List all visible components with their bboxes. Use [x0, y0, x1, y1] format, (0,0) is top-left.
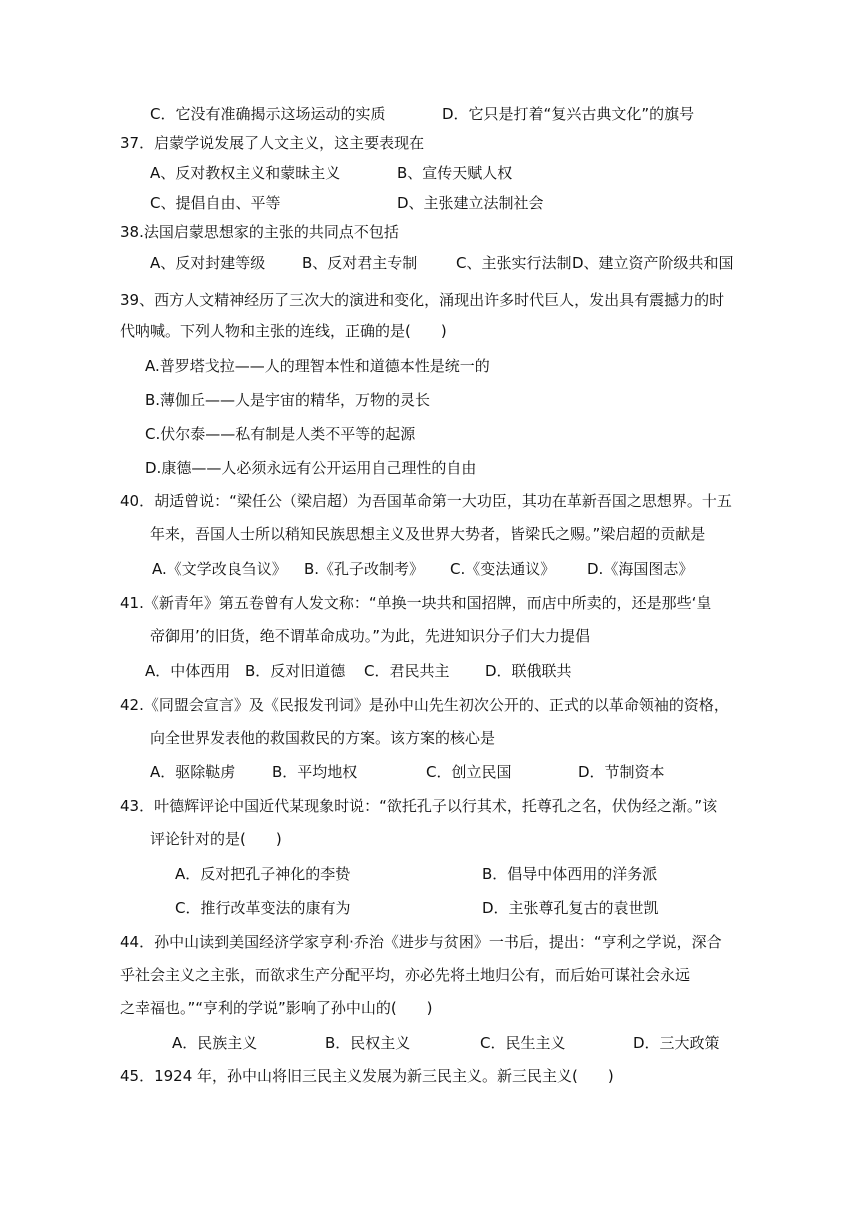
q37-stem: 37．启蒙学说发展了人文主义，这主要表现在	[120, 134, 425, 152]
q45-stem: 45．1924 年，孙中山将旧三民主义发展为新三民主义。新三民主义( )	[120, 1067, 614, 1085]
q41-option-b: B．反对旧道德	[245, 662, 346, 680]
q38-option-a: A、反对封建等级	[150, 254, 266, 272]
q44-option-d: D．三大政策	[633, 1034, 720, 1052]
q43-option-c: C．推行改革变法的康有为	[175, 899, 351, 917]
q42-stem-line1: 42.《同盟会宣言》及《民报发刊词》是孙中山先生初次公开的、正式的以革命领袖的资格，	[120, 696, 729, 714]
q39-option-c: C.伏尔泰——私有制是人类不平等的起源	[145, 425, 416, 443]
q43-option-a: A．反对把孔子神化的李贽	[175, 865, 351, 883]
q42-option-c: C．创立民国	[426, 763, 512, 781]
q37-option-c: C、提倡自由、平等	[150, 194, 281, 212]
q41-option-c: C．君民共主	[364, 662, 450, 680]
q40-option-c: C.《变法通议》	[450, 560, 556, 578]
q44-stem-line2: 乎社会主义之主张，而欲求生产分配平均，亦必先将土地归公有，而后始可谋社会永远	[120, 966, 691, 984]
q37-option-a: A、反对教权主义和蒙昧主义	[150, 164, 341, 182]
q36-option-d: D．它只是打着“复兴古典文化”的旗号	[442, 105, 695, 123]
q40-option-a: A.《文学改良刍议》	[152, 560, 287, 578]
q37-option-d: D、主张建立法制社会	[397, 194, 544, 212]
q38-option-b: B、反对君主专制	[302, 254, 418, 272]
q43-option-d: D．主张尊孔复古的袁世凯	[482, 899, 659, 917]
q36-option-c: C．它没有准确揭示这场运动的实质	[150, 105, 386, 123]
q44-option-c: C．民生主义	[480, 1034, 566, 1052]
q37-option-b: B、宣传天赋人权	[397, 164, 513, 182]
q44-stem-line3: 之幸福也。”“亨利的学说”影响了孙中山的( )	[120, 999, 433, 1017]
q40-option-b: B.《孔子改制考》	[304, 560, 425, 578]
q40-stem-line2: 年来，吾国人士所以稍知民族思想主义及世界大势者，皆梁氏之赐。”梁启超的贡献是	[150, 525, 706, 543]
q41-option-d: D．联俄联共	[485, 662, 572, 680]
q42-option-b: B．平均地权	[272, 763, 358, 781]
q40-stem-line1: 40．胡适曾说：“梁任公（梁启超）为吾国革命第一大功臣，其功在革新吾国之思想界。十五	[120, 492, 732, 510]
q39-stem-line1: 39、西方人文精神经历了三次大的演进和变化，涌现出许多时代巨人，发出具有震撼力的时	[120, 291, 725, 309]
q42-option-a: A．驱除鞑虏	[150, 763, 236, 781]
q38-option-c: C、主张实行法制	[456, 254, 572, 272]
q39-option-d: D.康德——人必须永远有公开运用自己理性的自由	[145, 459, 477, 477]
q38-option-d: D、建立资产阶级共和国	[572, 254, 734, 272]
q41-stem-line1: 41.《新青年》第五卷曾有人发文称：“单换一块共和国招牌，而店中所卖的，还是那些‘皇	[120, 594, 712, 612]
q43-option-b: B．倡导中体西用的洋务派	[482, 865, 658, 883]
q39-stem-line2: 代呐喊。下列人物和主张的连线，正确的是( )	[120, 322, 447, 340]
q42-stem-line2: 向全世界发表他的救国救民的方案。该方案的核心是	[150, 729, 496, 747]
q39-option-a: A.普罗塔戈拉——人的理智本性和道德本性是统一的	[145, 357, 490, 375]
q41-option-a: A．中体西用	[145, 662, 231, 680]
q40-option-d: D.《海国图志》	[587, 560, 694, 578]
q44-stem-line1: 44．孙中山读到美国经济学家亨利·乔治《进步与贫困》一书后，提出：“亨利之学说，深合	[120, 933, 722, 951]
q44-option-a: A．民族主义	[172, 1034, 258, 1052]
q43-stem-line1: 43．叶德辉评论中国近代某现象时说：“欲托孔子以行其术，托尊孔之名，伏伪经之渐。”该	[120, 797, 718, 815]
q44-option-b: B．民权主义	[325, 1034, 411, 1052]
q42-option-d: D．节制资本	[578, 763, 665, 781]
q43-stem-line2: 评论针对的是( )	[150, 830, 282, 848]
q41-stem-line2: 帝御用’的旧货，绝不谓革命成功。”为此，先进知识分子们大力提倡	[150, 627, 591, 645]
q38-stem: 38.法国启蒙思想家的主张的共同点不包括	[120, 223, 399, 241]
q39-option-b: B.薄伽丘——人是宇宙的精华，万物的灵长	[145, 391, 431, 409]
